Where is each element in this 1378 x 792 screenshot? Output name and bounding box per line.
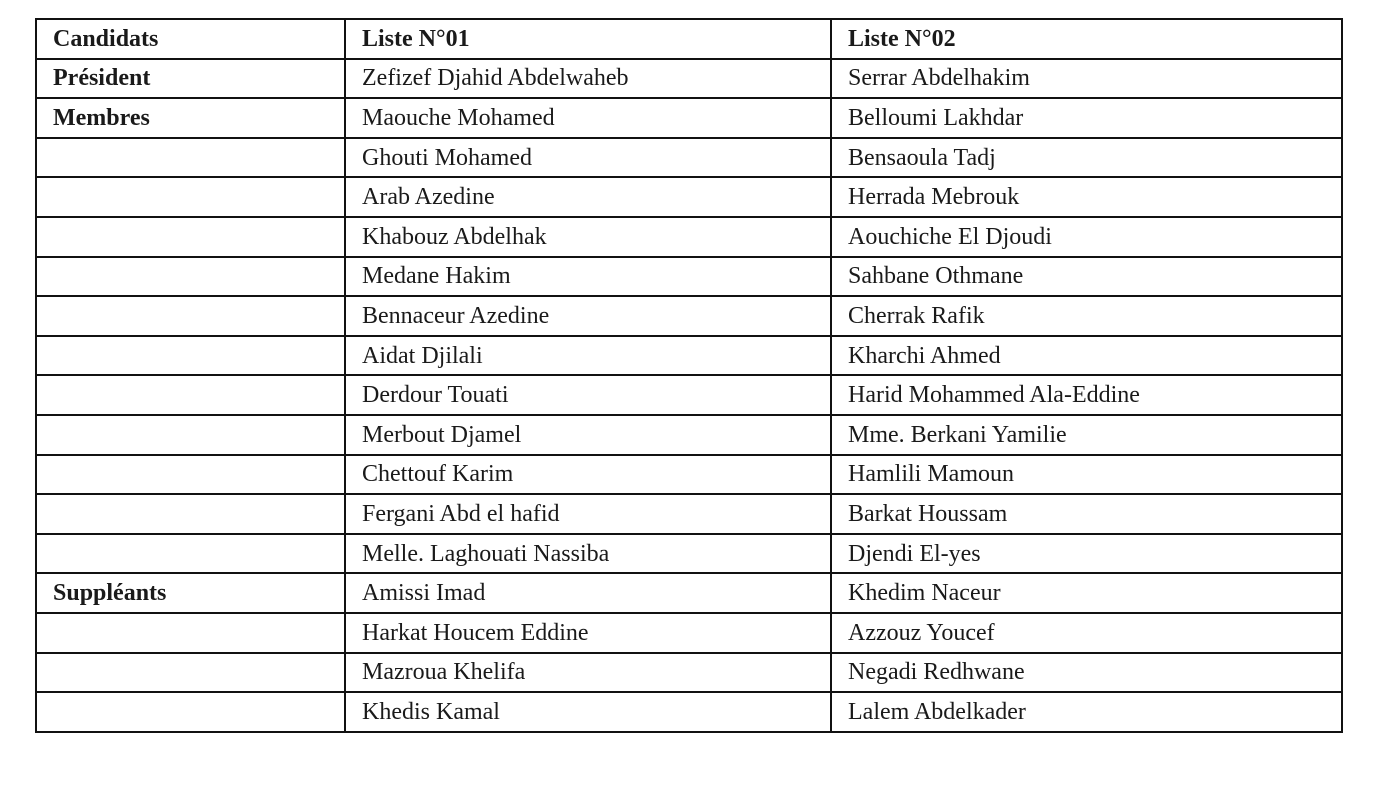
liste-02-cell: Harid Mohammed Ala-Eddine xyxy=(831,375,1342,415)
row-label-cell xyxy=(36,336,345,376)
candidates-table xyxy=(35,18,1343,733)
liste-01-cell: Melle. Laghouati Nassiba xyxy=(345,534,831,574)
liste-02-cell: Sahbane Othmane xyxy=(831,257,1342,297)
table-row xyxy=(36,296,1342,336)
liste-02-cell: Barkat Houssam xyxy=(831,494,1342,534)
row-label-cell xyxy=(36,177,345,217)
table-row xyxy=(36,375,1342,415)
row-label-cell xyxy=(36,296,345,336)
liste-01-cell: Khedis Kamal xyxy=(345,692,831,732)
row-label-cell xyxy=(36,257,345,297)
liste-02-cell: Azzouz Youcef xyxy=(831,613,1342,653)
table-header-row xyxy=(36,19,1342,59)
liste-02-cell: Aouchiche El Djoudi xyxy=(831,217,1342,257)
header-candidats: Candidats xyxy=(36,19,345,59)
liste-02-cell: Khedim Naceur xyxy=(831,573,1342,613)
row-label-cell xyxy=(36,534,345,574)
liste-02-cell: Mme. Berkani Yamilie xyxy=(831,415,1342,455)
table-row xyxy=(36,257,1342,297)
table-row xyxy=(36,455,1342,495)
row-label-cell xyxy=(36,415,345,455)
liste-01-cell: Medane Hakim xyxy=(345,257,831,297)
liste-01-cell: Fergani Abd el hafid xyxy=(345,494,831,534)
header-liste-02: Liste N°02 xyxy=(831,19,1342,59)
table-row xyxy=(36,177,1342,217)
liste-01-cell: Khabouz Abdelhak xyxy=(345,217,831,257)
liste-01-cell: Zefizef Djahid Abdelwaheb xyxy=(345,59,831,99)
liste-01-cell: Ghouti Mohamed xyxy=(345,138,831,178)
table-row xyxy=(36,692,1342,732)
table-row xyxy=(36,59,1342,99)
liste-02-cell: Serrar Abdelhakim xyxy=(831,59,1342,99)
row-label-cell xyxy=(36,455,345,495)
liste-02-cell: Herrada Mebrouk xyxy=(831,177,1342,217)
liste-01-cell: Harkat Houcem Eddine xyxy=(345,613,831,653)
liste-02-cell: Lalem Abdelkader xyxy=(831,692,1342,732)
row-label-cell xyxy=(36,613,345,653)
liste-01-cell: Maouche Mohamed xyxy=(345,98,831,138)
table-row xyxy=(36,534,1342,574)
liste-01-cell: Derdour Touati xyxy=(345,375,831,415)
table-row xyxy=(36,613,1342,653)
row-label-cell xyxy=(36,653,345,693)
row-label-cell xyxy=(36,138,345,178)
liste-01-cell: Arab Azedine xyxy=(345,177,831,217)
row-label-cell: Président xyxy=(36,59,345,99)
table-row xyxy=(36,415,1342,455)
liste-01-cell: Chettouf Karim xyxy=(345,455,831,495)
liste-02-cell: Bensaoula Tadj xyxy=(831,138,1342,178)
liste-01-cell: Merbout Djamel xyxy=(345,415,831,455)
table-row xyxy=(36,217,1342,257)
table-row xyxy=(36,336,1342,376)
row-label-cell xyxy=(36,375,345,415)
table-row xyxy=(36,653,1342,693)
row-label-cell xyxy=(36,217,345,257)
liste-01-cell: Aidat Djilali xyxy=(345,336,831,376)
row-label-cell: Suppléants xyxy=(36,573,345,613)
liste-02-cell: Cherrak Rafik xyxy=(831,296,1342,336)
liste-02-cell: Djendi El-yes xyxy=(831,534,1342,574)
liste-01-cell: Mazroua Khelifa xyxy=(345,653,831,693)
liste-01-cell: Amissi Imad xyxy=(345,573,831,613)
liste-02-cell: Negadi Redhwane xyxy=(831,653,1342,693)
candidates-table-container xyxy=(35,18,1341,733)
row-label-cell: Membres xyxy=(36,98,345,138)
liste-01-cell: Bennaceur Azedine xyxy=(345,296,831,336)
row-label-cell xyxy=(36,692,345,732)
liste-02-cell: Belloumi Lakhdar xyxy=(831,98,1342,138)
row-label-cell xyxy=(36,494,345,534)
table-row xyxy=(36,98,1342,138)
liste-02-cell: Kharchi Ahmed xyxy=(831,336,1342,376)
header-liste-01: Liste N°01 xyxy=(345,19,831,59)
table-body xyxy=(36,59,1342,732)
liste-02-cell: Hamlili Mamoun xyxy=(831,455,1342,495)
table-row xyxy=(36,138,1342,178)
table-row xyxy=(36,494,1342,534)
table-row xyxy=(36,573,1342,613)
